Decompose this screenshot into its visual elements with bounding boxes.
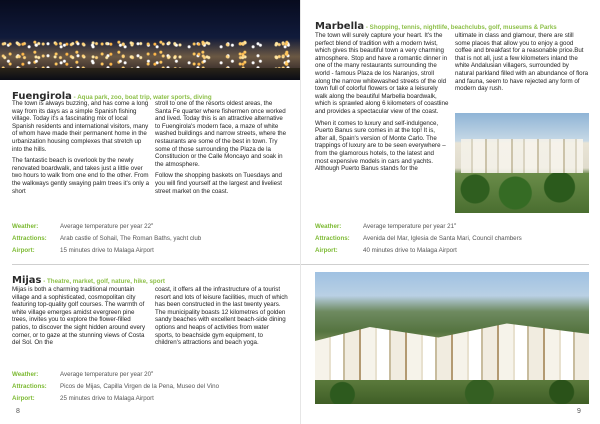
paragraph: stroll to one of the resorts oldest areas, the Santa Fe quarter where fishermen once worked and lived. Today this is an attractive alternative to Fuengirola's modern face, a maze of white washed buildings and narrow streets, where the restaurants are some of the best in town. Try some of those surrounding the Plaza de la Constitucion or the Calle Moncayo and soak in the atmosphere.	[155, 100, 287, 168]
marbella-column-2	[455, 32, 589, 97]
weather-label: Weather:	[315, 222, 342, 230]
airport-value: 25 minutes drive to Malaga Airport	[60, 394, 154, 402]
paragraph: Follow the shopping baskets on Tuesdays and you will find yourself at the largest and liveliest street market on the coast.	[155, 172, 282, 195]
attractions-row	[315, 232, 522, 244]
section-divider	[301, 264, 589, 265]
weather-label: Weather:	[12, 370, 39, 378]
airport-label: Airport:	[12, 246, 35, 254]
fuengirola-title: Fuengirola	[12, 91, 72, 102]
mijas-title: Mijas	[12, 275, 42, 286]
mijas-village-photo	[315, 272, 589, 404]
mijas-column-2	[155, 286, 289, 351]
fuengirola-column-1	[12, 100, 150, 199]
weather-row	[315, 220, 522, 232]
attractions-label: Attractions:	[12, 382, 47, 390]
page-number: 8	[16, 408, 20, 415]
weather-row	[12, 368, 219, 380]
marbella-plaza-photo	[455, 113, 589, 213]
attractions-value: Picos de Mijas, Capilla Virgen de la Pena, Museo del Vino	[60, 382, 220, 390]
paragraph: The town is always buzzing, and has come a long way from its days as a simple Spanish fishing village. Today it's a fascinating mix of local Spanish residents and international visitors, many of whom have made their permanent home in the urbanization housing complexes that stretch up into the hills.	[12, 100, 149, 153]
page-number: 9	[577, 408, 581, 415]
weather-value: Average temperature per year 22$^o$	[60, 221, 154, 231]
marbella-title: Marbella	[315, 21, 365, 32]
airport-row	[12, 244, 201, 256]
night-coast-town-photo	[0, 0, 300, 80]
fuengirola-tags: - Aqua park, zoo, boat trip, water sports, diving	[71, 94, 212, 101]
attractions-value: Arab castle of Sohail, The Roman Baths, yacht club	[60, 234, 202, 242]
airport-row	[315, 244, 522, 256]
weather-value: Average temperature per year 20$^o$	[60, 369, 154, 379]
paragraph: The town will surely capture your heart. It's the perfect blend of tradition with a modern twist, which gives this beautiful town a very charming atmosphere. Stop and have a romantic dinner in one of the many restaurants surrounding the world - famous Plaza de los Naranjos, stroll along the narrow whitewashed streets of the old town full of colorful flowers or take a leisurely walk along the beautiful Marbella boardwalk, which is sprawled along 6 kilometers of coastline and provides a spectacular view of the coast.	[315, 32, 449, 115]
weather-label: Weather:	[12, 222, 39, 230]
attractions-label: Attractions:	[12, 234, 47, 242]
mijas-info	[12, 368, 219, 404]
marbella-tags: - Shopping, tennis, nightlife, beachclubs, golf, museums & Parks	[364, 24, 557, 31]
airport-value: 15 minutes drive to Malaga Airport	[60, 246, 154, 254]
attractions-row	[12, 232, 201, 244]
paragraph: Mijas is both a charming traditional mountain village and a sophisticated, cosmopolitan city featuring top-quality golf courses. The warmth of white village emerges amidst evergreen pine trees, invites you to explore the flower-filled patios, to discover the sight hidden around every corner, or to gaze at the stunning views of Costa del Sol. On the	[12, 286, 146, 347]
paragraph: coast, it offers all the infrastructure of a tourist resort and lots of leisure facilities, much of which has been constructed in the last twenty years. The municipality boasts 12 kilometres of golden sandy beaches with excellent beach-side dining options and heaps of activities from water sports, to beachside gym equipment, to children's attractions and beach yoga.	[155, 286, 288, 347]
fuengirola-info	[12, 220, 201, 256]
marbella-info	[315, 220, 522, 256]
paragraph: ultimate in class and glamour, there are still some places that allow you to enjoy a good coffee and breakfast for a reasonable price.But that is not all, just a few kilometers inland the white Andalusian villagers, surrounded by natural parkland filled with an abundance of flora and fauna, seem to have rejected any form of modern day rush.	[455, 32, 589, 93]
airport-row	[12, 392, 219, 404]
weather-row	[12, 220, 201, 232]
attractions-label: Attractions:	[315, 234, 350, 242]
mijas-tags: - Theatre, market, golf, nature, hike, sport	[41, 278, 165, 285]
weather-value: Average temperature per year 21$^o$	[363, 221, 457, 231]
airport-label: Airport:	[12, 394, 35, 402]
fuengirola-column-2	[155, 100, 289, 199]
section-divider	[12, 264, 300, 265]
marbella-column-1	[315, 32, 449, 177]
airport-label: Airport:	[315, 246, 338, 254]
paragraph: The fantastic beach is overlook by the newly renovated boardwalk, and takes just a little over two hours to walk from one end to the other. From the walkways gently swaying palm trees it's only a short	[12, 157, 150, 195]
right-page	[300, 0, 600, 424]
attractions-row	[12, 380, 219, 392]
mijas-column-1	[12, 286, 150, 351]
paragraph: When it comes to luxury and self-indulgence, Puerto Banus sure comes in at the top! It is, after all, Spain's version of Monte Carlo. The trappings of luxury are to be seen everywhere – from the glamorous hotels, to the latest and most expensive models in cars and yachts. Although Puerto Banus stands for the	[315, 119, 446, 173]
attractions-value: Avenida del Mar, Iglesia de Santa Mari, Council chambers	[363, 234, 522, 242]
airport-value: 40 minutes drive to Malaga Airport	[363, 246, 457, 254]
